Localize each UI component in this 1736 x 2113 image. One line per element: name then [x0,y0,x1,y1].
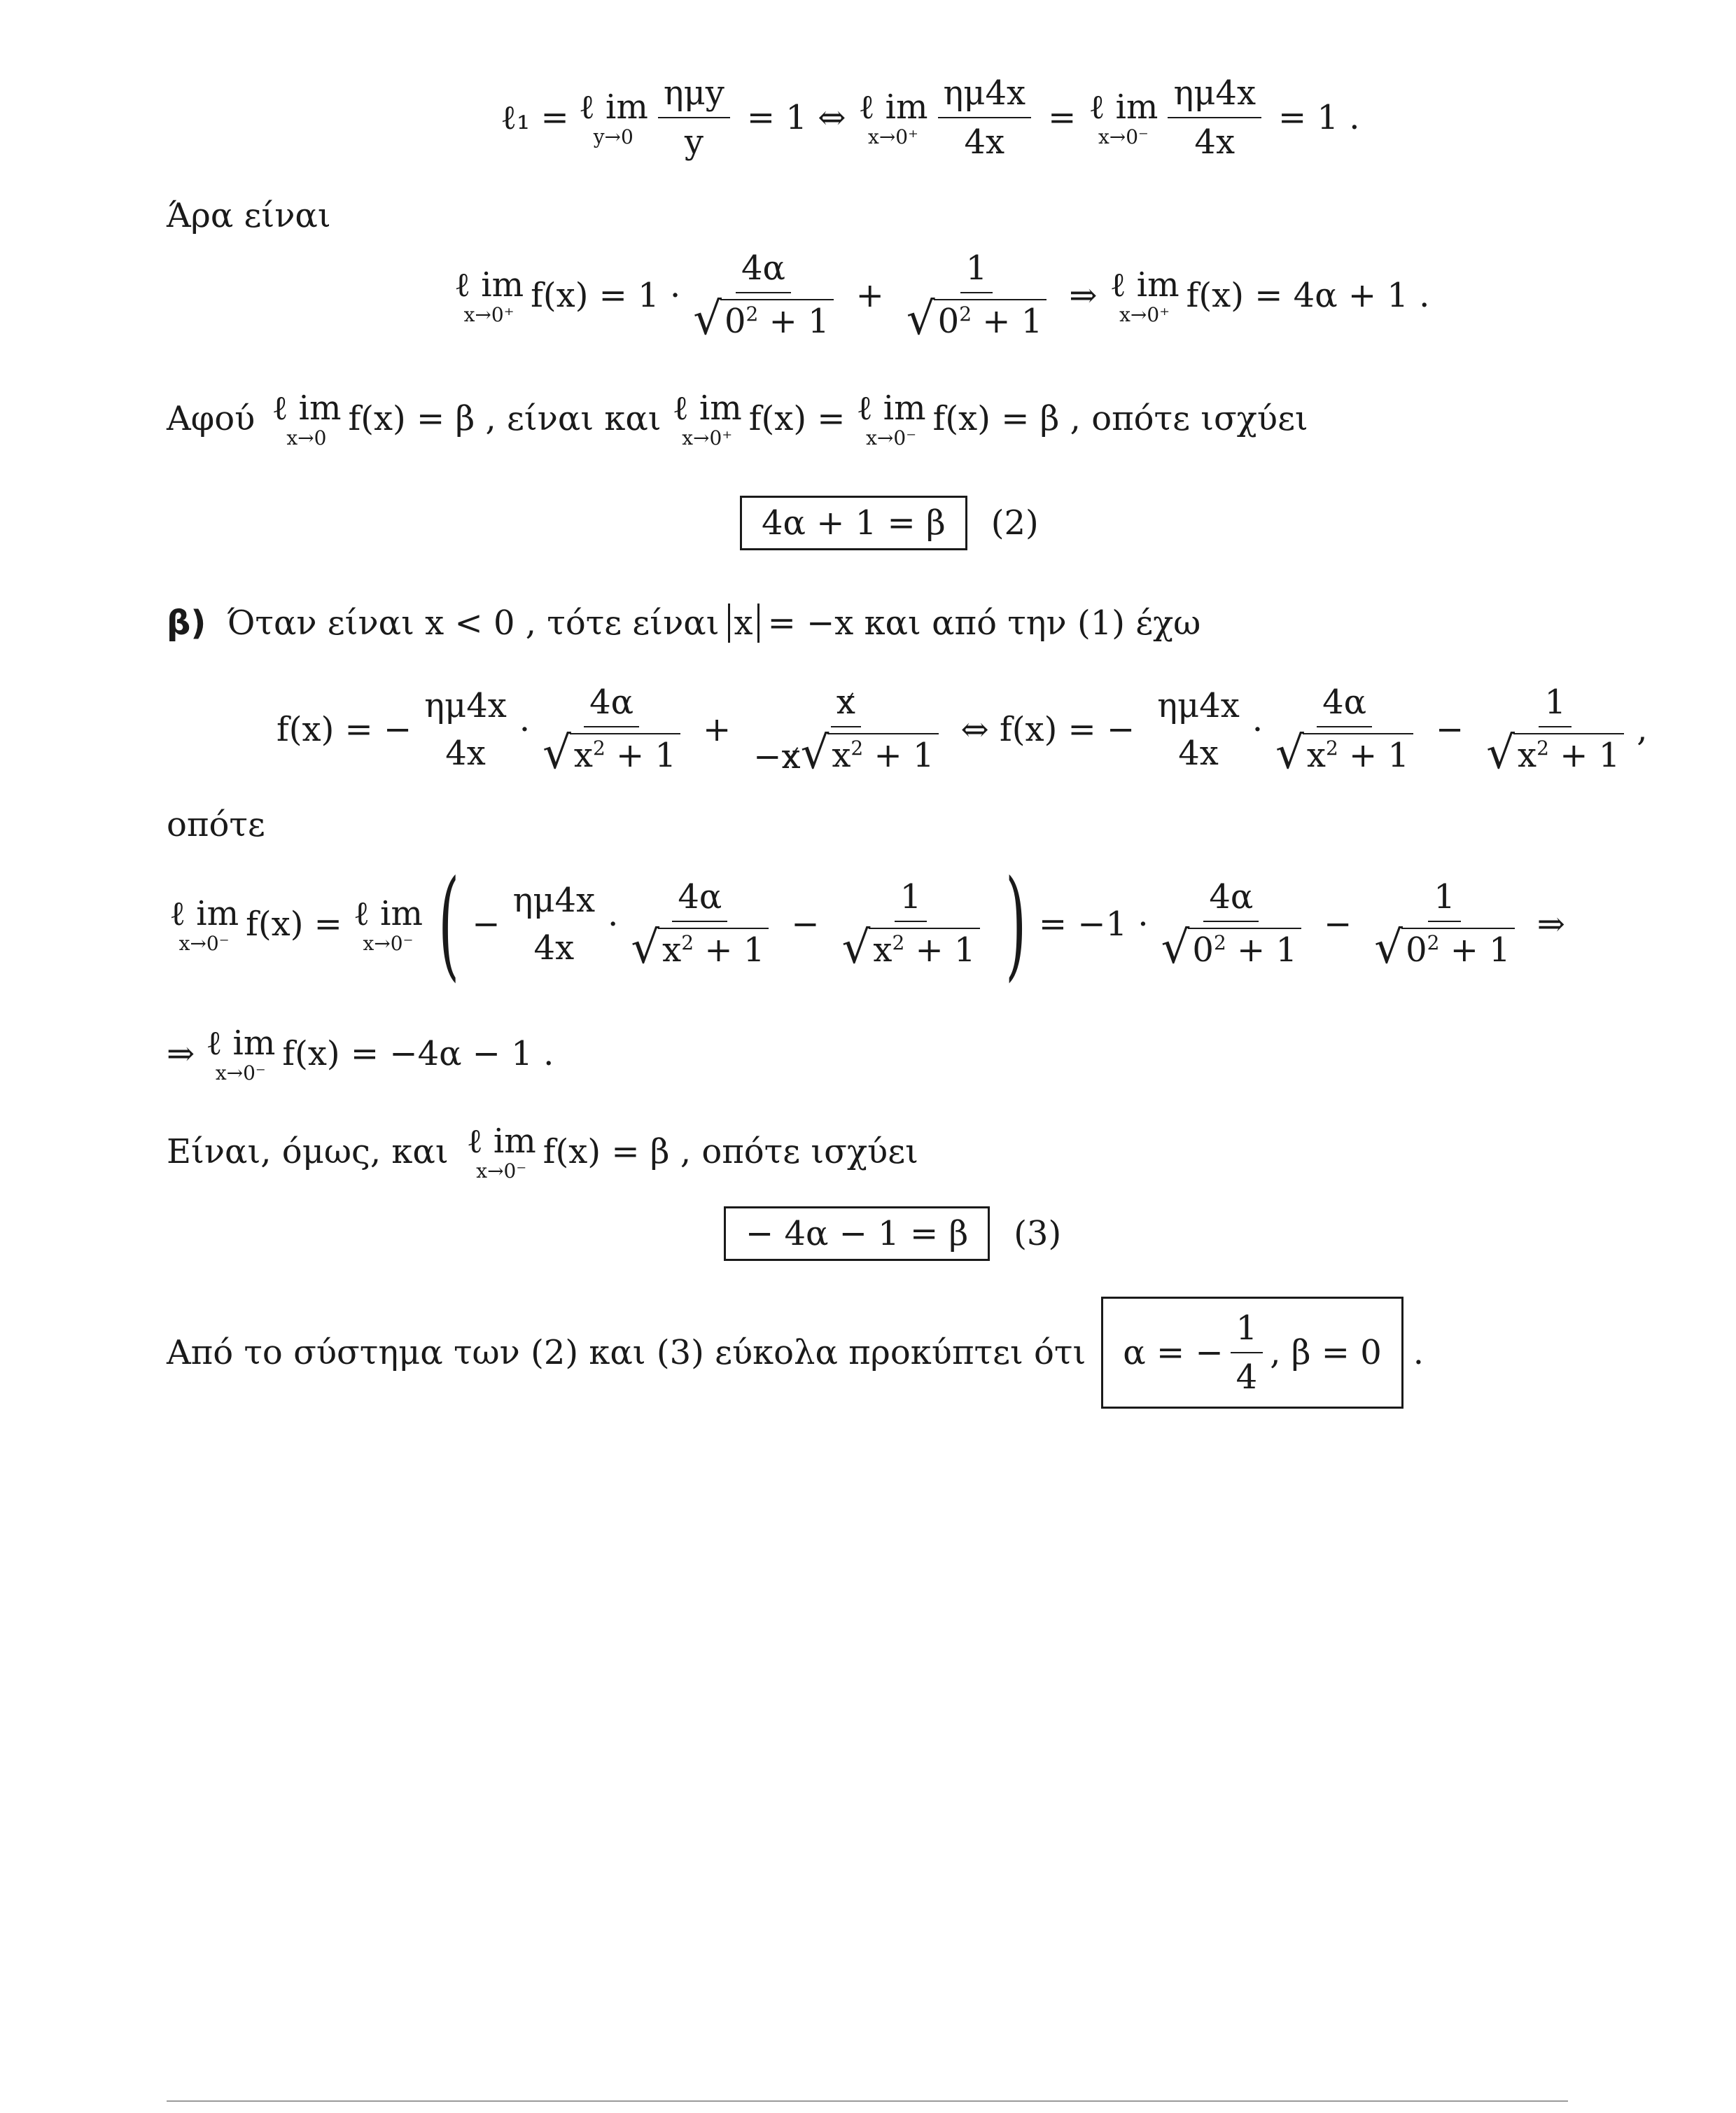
equation-l1: ℓ₁ = ℓ im y→0 $\frac{\text{ημy}}{y}$ = 1 ⇔ ℓ im x→0⁺ $\frac{\eta\mu 4x}{4x}$ = ℓ im x→0⁻ $\frac{\eta\mu 4x}{4x}$ = 1 . [500,74,1360,162]
equation-limit-plus: ℓ im x→0⁺ f(x) = 1 · 4α √ $0^2 + 1$ + 1 √ $0^2 + 1$ ⇒ ℓ im x→0⁺ f(x) = 4α + 1 . [454,249,1430,345]
boxed-equation-2 [740,496,1039,550]
fraction: 1 √ $x^2 + 1$ [836,877,986,971]
result-box: − 4α − 1 = β [724,1206,990,1261]
line-beta: β) Όταν είναι x < 0 , τότε είναι x = −x και από την (1) έχω [167,604,1201,643]
sqrt: √ $x^2 + 1$ [542,732,680,775]
sqrt: √ $x^2 + 1$ [801,732,939,775]
limit-operator: ℓ im x→0⁺ [858,88,928,148]
line-einai: Είναι, όμως, και ℓ im x→0⁻ f(x) = β , οπότε ισχύει [167,1122,918,1183]
limit-operator: ℓ im x→0⁻ [466,1122,536,1183]
limit-operator: ℓ im x→0⁻ [1088,88,1158,148]
fraction: 4α √ $x^2 + 1$ [537,683,686,776]
footer-rule [167,2100,1568,2102]
l1-label: ℓ₁ = [500,98,569,137]
cancelled-term: x [836,683,855,722]
fraction: ημ4x 4x [424,686,507,773]
line-final: Από το σύστημα των (2) και (3) εύκολα προκύπτει ότι α = − $\frac{1}{4}$ , β = 0 . [167,1297,1424,1409]
fraction: ημ4x 4x [512,881,596,968]
limit-operator: ℓ im x→0⁻ [856,389,926,449]
limit-operator: ℓ im x→0⁺ [672,389,742,449]
limit-operator: ℓ im x→0⁺ [454,265,524,326]
fraction: 4α √ $0^2 + 1$ [687,249,839,342]
fraction: 1 √ $x^2 + 1$ [1480,683,1630,776]
sqrt: √ $x^2 + 1$ [1486,732,1624,775]
fraction: $\frac{\eta\mu 4x}{4x}$ [1168,74,1261,162]
line-afou: Αφού ℓ im x→0 f(x) = β , είναι και ℓ im x→0⁺ f(x) = ℓ im x→0⁻ f(x) = β , οπότε ισχύει [167,389,1308,449]
boxed-equation-3 [724,1206,1061,1261]
equation-fx: f(x) = − ημ4x 4x · 4α √ $x^2 + 1$ + x −x √ $x^2 + 1$ ⇔ f(x) = − ημ4x 4x · 4α √ $x^2 + 1$ − 1 √ $x^2 + 1$ , [276,683,1648,779]
fraction: ημ4x 4x [1157,686,1240,773]
limit-operator: ℓ im x→0⁺ [1110,265,1180,326]
limit-operator: ℓ im y→0 [578,88,648,148]
fraction: 4α √ $x^2 + 1$ [625,877,774,971]
sqrt: √ $x^2 + 1$ [631,926,769,970]
text-ara: Άρα είναι [167,196,331,235]
final-result-box: α = − $\frac{1}{4}$ , β = 0 [1101,1297,1403,1409]
sqrt: √ $0^2 + 1$ [1161,926,1301,970]
fraction: $\frac{\text{ημy}}{y}$ [658,74,730,162]
right-paren: ) [1004,855,1026,993]
cancelled-term: x [781,737,801,776]
equation-tag: (3) [1014,1214,1062,1253]
fraction: $\frac{1}{4}$ [1231,1309,1264,1397]
sqrt: √ $0^2 + 1$ [906,298,1046,341]
fraction: 4α √ $0^2 + 1$ [1156,877,1307,971]
left-paren: ( [438,855,460,993]
limit-operator: ℓ im x→0⁻ [353,894,424,955]
limit-operator: ℓ im x→0⁻ [169,894,239,955]
equation-tag: (2) [990,503,1039,543]
absolute-value: x [728,604,760,643]
fraction: 1 √ $0^2 + 1$ [901,249,1052,342]
equation-limit-minus: ℓ im x→0⁻ f(x) = ℓ im x→0⁻ ( − ημ4x 4x · 4α √ $x^2 + 1$ − 1 √ $x^2 + 1$ ) = −1 · 4α √ $0^2 + 1$ − 1 √ $0^2 + 1$ ⇒ [169,855,1565,993]
limit-operator: ℓ im x→0 [272,389,342,449]
text-opote: οπότε [167,805,265,844]
sqrt: √ $x^2 + 1$ [842,926,980,970]
part-label: β) [167,604,206,643]
sqrt: √ $x^2 + 1$ [1275,732,1413,775]
sqrt: √ $0^2 + 1$ [1374,926,1514,970]
equation-result: ⇒ ℓ im x→0⁻ f(x) = −4α − 1 . [167,1024,554,1085]
sqrt: √ $0^2 + 1$ [693,298,833,341]
fraction: 1 √ $0^2 + 1$ [1368,877,1520,971]
fraction: $\frac{\eta\mu 4x}{4x}$ [938,74,1032,162]
limit-operator: ℓ im x→0⁻ [206,1024,276,1085]
result-box: 4α + 1 = β [740,496,967,550]
fraction: 4α √ $x^2 + 1$ [1270,683,1419,776]
fraction: x −x √ $x^2 + 1$ [748,683,944,776]
